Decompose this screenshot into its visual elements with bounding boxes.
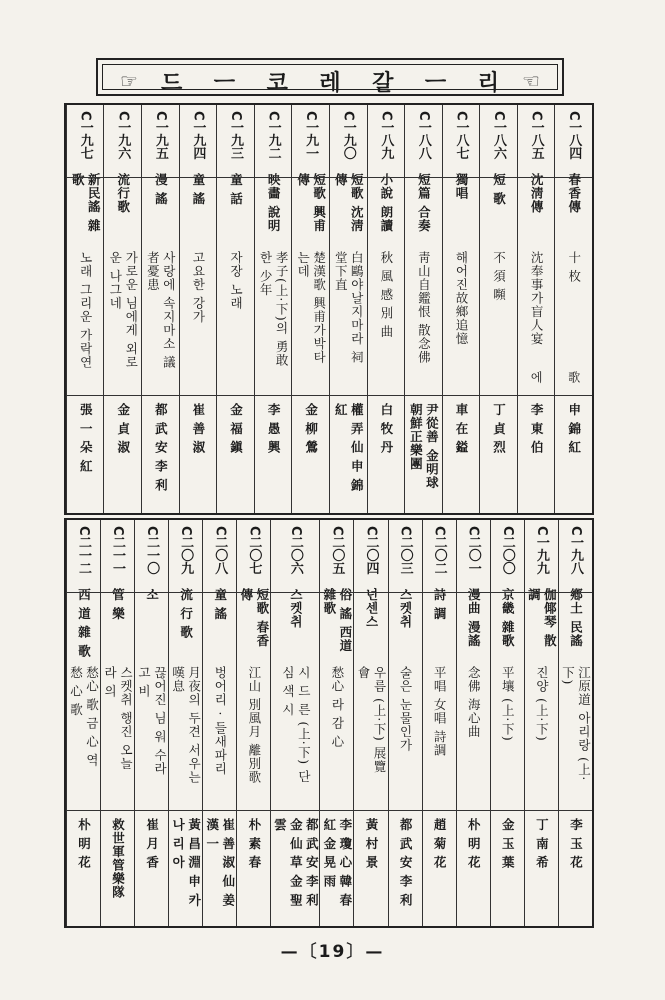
record-code: C二〇三 <box>397 526 413 575</box>
record-title: 十 枚 <box>566 251 582 283</box>
record-code: C二一一 <box>110 526 126 575</box>
record-code: C二〇九 <box>178 526 194 575</box>
record-artist: 李 東 伯 <box>529 403 545 455</box>
record-genre: 短歌 春香傳 <box>238 588 270 648</box>
record-title: 진양 (上·下) <box>534 666 550 742</box>
record-artist: 都 武 安 李 利 金 仙 草 金 聖 雲 <box>272 818 320 907</box>
record-artist: 都 武 安 李 利 <box>153 403 169 492</box>
record-artist: 尹從善 金明球 朝鮮正樂團 <box>408 403 440 490</box>
record-title: 江原道 아리랑 (上·下) <box>560 666 592 782</box>
record-column <box>558 520 592 926</box>
record-code: C一九二 <box>265 111 281 160</box>
record-title: 孝子(上·下)의 勇敢한 少年 <box>258 251 290 368</box>
record-genre: 소 <box>144 588 160 602</box>
record-column <box>270 520 319 926</box>
record-code: C二〇二 <box>431 526 447 575</box>
record-genre: 短 歌 <box>491 173 507 206</box>
record-artist: 朴 明 花 <box>466 818 482 870</box>
record-code: C一九一 <box>303 111 319 160</box>
table-rule <box>66 395 592 396</box>
record-title: 해어진故鄉追憶 <box>453 251 469 346</box>
record-genre: 鄕土 民謠 <box>568 588 584 648</box>
record-code: C一八九 <box>378 111 394 160</box>
record-code: C一八八 <box>415 111 431 160</box>
record-artist: 李 愚 興 <box>266 403 282 455</box>
record-artist: 白 牧 丹 <box>378 403 394 455</box>
record-column <box>329 105 367 513</box>
record-artist: 朴 明 花 <box>76 818 92 870</box>
record-artist: 崔 善 淑 <box>190 403 206 455</box>
record-column <box>524 520 558 926</box>
record-column <box>388 520 422 926</box>
record-title: 白鷗야날지마라 祠堂下直 <box>333 251 365 364</box>
banner-char: 레 <box>319 70 341 96</box>
record-genre: 스켓취 <box>398 588 414 629</box>
record-genre: 京畿 雜歌 <box>500 588 516 648</box>
record-code: C二〇八 <box>212 526 228 575</box>
record-genre: 獨唱 <box>453 173 469 200</box>
record-title: 사랑에 속지마소 議者憂患 <box>145 251 177 369</box>
record-genre: 西 道 雜 歌 <box>76 588 92 659</box>
record-column <box>202 520 236 926</box>
catalog-table-bottom <box>64 518 594 928</box>
record-column <box>456 520 490 926</box>
record-column <box>66 105 104 513</box>
record-code: C二〇五 <box>329 526 345 575</box>
record-column <box>554 105 592 513</box>
pointing-hand-icon: ☜ <box>522 69 540 93</box>
record-artist: 權 弄 仙 申 錦 紅 <box>333 403 365 492</box>
record-title: 秋 風 感 別 曲 <box>378 251 394 339</box>
record-artist: 都 武 安 李 利 <box>398 818 414 907</box>
record-artist: 金 柳 鶯 <box>303 403 319 455</box>
record-genre: 俗 謠 西道雜歌 <box>321 588 353 653</box>
record-genre: 沈淸傳 <box>529 173 545 214</box>
record-column <box>319 520 353 926</box>
page-number: —〔19〕— <box>280 942 385 962</box>
record-column <box>490 520 524 926</box>
record-artist: 崔 月 香 <box>144 818 160 870</box>
record-column <box>168 520 202 926</box>
record-genre: 流行歌 <box>115 173 131 214</box>
record-suffix: 歌 <box>566 371 581 384</box>
record-artist: 朴 素 春 <box>246 818 262 870</box>
record-column <box>422 520 456 926</box>
record-artist: 申 錦 紅 <box>566 403 582 455</box>
record-title: 끊어진 님 워 수라 고 비 <box>136 666 168 776</box>
record-code: C一九六 <box>115 111 131 160</box>
record-title: 술은 눈물인가 <box>398 666 414 752</box>
record-column <box>236 520 270 926</box>
banner-title <box>161 67 499 95</box>
record-code: C一九五 <box>152 111 168 160</box>
record-title: 고요한 강가 <box>190 251 206 324</box>
record-code: C二〇四 <box>363 526 379 575</box>
record-title: 念佛 海心曲 <box>466 666 482 739</box>
record-title: 스켓취 행진 오늘 라 의 <box>102 666 134 771</box>
record-genre: 短歌 興甫傳 <box>295 173 327 233</box>
record-artist: 車 在 鎰 <box>453 403 469 455</box>
record-genre: 伽倻琴 散調 <box>526 588 558 648</box>
record-column <box>404 105 442 513</box>
record-column <box>134 520 168 926</box>
record-suffix: 에 <box>529 371 544 384</box>
record-column <box>254 105 292 513</box>
banner-frame <box>102 64 558 96</box>
record-code: C二一〇 <box>144 526 160 575</box>
record-code: C一九八 <box>567 526 583 575</box>
record-title: 愁心 라 감 心 <box>329 666 345 749</box>
record-code: C一八五 <box>528 111 544 160</box>
record-title: 자장 노래 <box>228 251 244 310</box>
record-genre: 短篇 合奏 <box>416 173 432 233</box>
record-genre: 映畵 說明 <box>266 173 282 233</box>
record-title: 楚漢歌 興甫가박타는데 <box>295 251 327 364</box>
banner-char: ㅡ <box>424 70 447 96</box>
record-genre: 넌센스 <box>363 588 379 629</box>
record-artist: 崔 善 淑 仙 姜 漢 一 <box>204 818 236 907</box>
record-title: 우름 (上·下) 展覽會 <box>355 666 387 774</box>
record-genre: 漫曲 漫謠 <box>466 588 482 648</box>
record-genre: 詩 調 <box>432 588 448 621</box>
record-genre: 春香傳 <box>566 173 582 214</box>
record-column <box>179 105 217 513</box>
banner-char: 드 <box>161 70 183 96</box>
record-code: C一九〇 <box>340 111 356 160</box>
record-code: C一九三 <box>228 111 243 160</box>
record-column <box>291 105 329 513</box>
record-column <box>66 520 100 926</box>
record-column <box>353 520 387 926</box>
record-column <box>479 105 517 513</box>
record-genre: 流 行 歌 <box>178 588 194 640</box>
record-title: 시 드 른 (上·下) 단 심 색 시 <box>280 666 312 784</box>
record-title: 靑山自鑑恨 散念佛 <box>416 251 432 364</box>
record-artist: 金 玉 葉 <box>500 818 516 870</box>
record-title: 平唱 女唱 詩調 <box>432 666 448 757</box>
record-genre: 小說 朗讀 <box>378 173 394 233</box>
record-artist: 張 一 朵 紅 <box>78 403 94 474</box>
record-title: 平壤 (上·下) <box>500 666 516 742</box>
record-artist: 黃 村 景 <box>363 818 379 870</box>
banner-char: 코 <box>266 70 288 96</box>
record-column <box>103 105 141 513</box>
banner-char: ㅡ <box>213 70 236 96</box>
record-code: C一八四 <box>566 111 582 160</box>
record-title: 가로운 님에게 외로운 나그네 <box>107 251 139 369</box>
table-rule <box>66 592 592 593</box>
record-column <box>141 105 179 513</box>
record-column <box>100 520 134 926</box>
record-code: C二〇六 <box>287 526 303 575</box>
table-rule <box>66 177 592 178</box>
banner-char: 리 <box>477 70 499 96</box>
record-title: 愁心 歌 금 心 역 愁 心 歌 <box>68 666 100 767</box>
record-code: C一九四 <box>190 111 206 160</box>
record-genre: 童 謠 <box>212 588 228 621</box>
record-code: C一八七 <box>453 111 469 160</box>
record-column <box>442 105 480 513</box>
record-artist: 金 貞 淑 <box>115 403 131 455</box>
record-genre: 漫 謠 <box>153 173 169 206</box>
catalog-table-top <box>64 103 594 515</box>
record-column <box>367 105 405 513</box>
record-genre: 童 話 <box>228 173 244 206</box>
record-column <box>216 105 254 513</box>
record-genre: 스켓취 <box>288 588 304 629</box>
record-artist: 丁 南 希 <box>534 818 550 870</box>
record-artist: 李 瓊 心 韓 春 紅 金 晃 雨 <box>321 818 353 907</box>
record-title: 月夜의 두견 서우는 嘆息 <box>170 666 202 784</box>
record-title: 不 須 嚬 <box>491 251 507 302</box>
record-code: C二〇〇 <box>499 526 515 575</box>
record-title: 沈奉事가盲人宴 <box>529 251 545 346</box>
record-artist: 丁 貞 烈 <box>491 403 507 455</box>
record-code: C一八六 <box>491 111 507 160</box>
banner-char: 갈 <box>372 70 394 96</box>
title-banner <box>96 58 564 96</box>
record-artist: 黃 昌 淵 申 카 나 리 아 <box>170 818 202 907</box>
record-genre: 短歌 沈淸傳 <box>333 173 365 233</box>
record-artist: 金 福 鎭 <box>228 403 244 455</box>
record-genre: 新民謠 雜歌 <box>70 173 102 233</box>
record-title: 노래 그리운 가락연 <box>78 251 94 369</box>
pointing-hand-icon: ☞ <box>120 69 138 93</box>
record-code: C二〇七 <box>246 526 262 575</box>
table-rule <box>66 810 592 811</box>
record-artist: 李 玉 花 <box>568 818 584 870</box>
record-title: 江山 別風月 離別歌 <box>246 666 262 784</box>
record-artist: 救世軍管樂隊 <box>110 818 126 899</box>
record-genre: 管 樂 <box>110 588 126 621</box>
record-code: C一九七 <box>77 111 93 160</box>
record-code: C二〇一 <box>465 526 481 575</box>
record-code: C一九九 <box>533 526 549 575</box>
record-genre: 童 謠 <box>190 173 206 206</box>
record-artist: 趙 菊 花 <box>432 818 448 870</box>
record-code: C二一二 <box>75 526 91 575</box>
record-title: 벙어리 · 들새파리 <box>212 666 228 776</box>
record-column <box>517 105 555 513</box>
